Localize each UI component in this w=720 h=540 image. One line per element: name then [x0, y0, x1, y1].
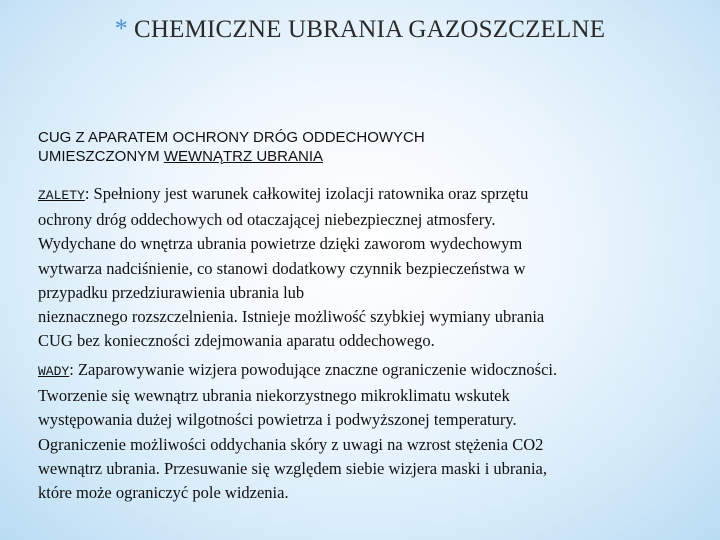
subheading-line-1: CUG Z APARATEM OCHRONY DRÓG ODDECHOWYCH	[38, 129, 425, 146]
subheading	[38, 128, 425, 166]
advantages-line-5: nieznacznego rozszczelnienia. Istnieje możliwość szybkiej wymiany ubrania	[38, 307, 545, 327]
advantages-line-2: Wydychane do wnętrza ubrania powietrze dzięki zaworom wydechowym	[38, 234, 523, 254]
advantages-paragraph	[38, 182, 698, 353]
advantages-line-4: przypadku przedziurawienia ubrania lub	[38, 282, 305, 302]
disadvantages-paragraph	[38, 358, 698, 505]
disadvantages-line-2: występowania dużej wilgotności powietrza i podwyższonej temperatury.	[38, 410, 517, 430]
star-bullet-icon: *	[114, 14, 128, 43]
disadvantages-line-text: Zaparowywanie wizjera powodujące znaczne ograniczenie widoczności.	[77, 360, 558, 379]
advantages-colon: :	[84, 184, 94, 203]
subheading-line-2-underlined: WEWNĄTRZ UBRANIA	[163, 148, 324, 165]
advantages-line-3: wytwarza nadciśnienie, co stanowi dodatkowy czynnik bezpieczeństwa w	[38, 258, 526, 278]
advantages-line-1: ochrony dróg oddechowych od otaczającej niebezpiecznej atmosfery.	[38, 210, 496, 230]
advantages-line-6: CUG bez konieczności zdejmowania aparatu oddechowego.	[38, 331, 435, 351]
slide-title-text: CHEMICZNE UBRANIA GAZOSZCZELNE	[133, 16, 606, 43]
subheading-line-2	[38, 147, 425, 166]
disadvantages-colon: :	[69, 360, 78, 379]
disadvantages-label: WADY	[38, 364, 70, 379]
advantages-label: ZALETY	[38, 188, 85, 203]
advantages-line-text: Spełniony jest warunek całkowitej izolacji ratownika oraz sprzętu	[93, 184, 529, 203]
disadvantages-line-1: Tworzenie się wewnątrz ubrania niekorzystnego mikroklimatu wskutek	[38, 386, 510, 406]
slide-title	[0, 14, 720, 44]
advantages-line-0	[38, 182, 698, 208]
disadvantages-line-0	[38, 358, 698, 384]
disadvantages-line-5: które może ograniczyć pole widzenia.	[38, 483, 289, 503]
subheading-line-2-prefix: UMIESZCZONYM	[38, 148, 164, 165]
disadvantages-line-4: wewnątrz ubrania. Przesuwanie się względem siebie wizjera maski i ubrania,	[38, 458, 548, 478]
disadvantages-line-3: Ograniczenie możliwości oddychania skóry z uwagi na wzrost stężenia CO2	[38, 434, 544, 454]
